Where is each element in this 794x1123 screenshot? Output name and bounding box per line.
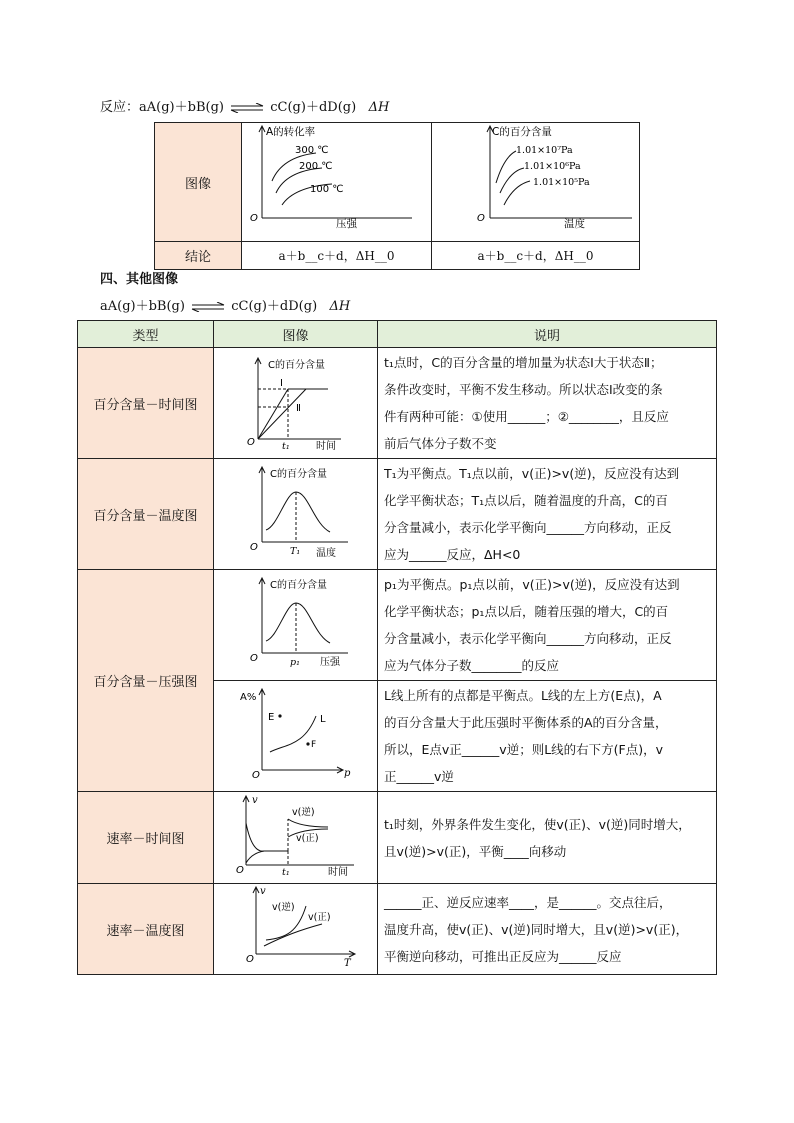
v-reverse-label: v(逆): [291, 806, 315, 818]
graph-cell: [214, 681, 378, 792]
conclusion-right: a＋b__c＋d，ΔH__0: [432, 242, 640, 270]
point-E-label: E: [267, 712, 274, 723]
v-forward-label: v(正): [307, 912, 331, 923]
curve-label-100: 100 ℃: [310, 184, 344, 195]
table-row: [78, 459, 717, 570]
v-reverse-label: v(逆): [271, 902, 295, 913]
desc-line: 分含量减小，表示化学平衡向______方向移动，正反: [384, 520, 672, 535]
tick-p1: p₁: [289, 657, 300, 668]
percent-pressure-graph: [216, 573, 376, 673]
reaction2-rhs: cC(g)＋dD(g): [231, 299, 318, 314]
desc-line: 的百分含量大于此压强时平衡体系的A的百分含量，: [384, 715, 668, 730]
desc-cell: [378, 459, 717, 570]
point-F-label: F: [310, 740, 316, 750]
desc-line: p₁为平衡点。p₁点以前，v(正)>v(逆)，反应没有达到: [384, 577, 680, 592]
origin-label: O: [235, 864, 244, 876]
graph-cell: [214, 459, 378, 570]
origin-label: O: [249, 653, 258, 664]
line-L-label: L: [319, 714, 326, 725]
reaction-rhs: cC(g)＋dD(g): [270, 100, 357, 115]
desc-line: 平衡逆向移动，可推出正反应为______反应: [384, 948, 622, 964]
graph-cell: [214, 570, 378, 681]
conclusion-left: a＋b__c＋d，ΔH__0: [242, 242, 432, 270]
desc-line: T₁为平衡点。T₁点以前，v(正)>v(逆)，反应没有达到: [384, 466, 680, 481]
desc-line: L线上所有的点都是平衡点。L线的左上方(E点)，A: [384, 688, 662, 703]
desc-cell: [378, 681, 717, 792]
desc-cell: [378, 570, 717, 681]
desc-line: t₁时刻，外界条件发生变化，使v(正)、v(逆)同时增大，: [384, 816, 691, 832]
section-4-title: 四、其他图像: [100, 272, 179, 287]
desc-cell: [378, 884, 717, 975]
type-cell: 百分含量－温度图: [78, 459, 214, 570]
equilibrium-graph-table: [154, 122, 640, 270]
xlabel: 温度: [315, 548, 336, 559]
desc-line: 化学平衡状态；p₁点以后，随着压强的增大，C的百: [384, 604, 669, 619]
desc-line: 正______v逆: [384, 769, 454, 784]
desc-line: 温度升高，使v(正)、v(逆)同时增大，且v(逆)>v(正)，: [384, 921, 689, 937]
reaction2-dh: ΔH: [329, 299, 351, 314]
header-desc: 说明: [378, 321, 717, 348]
ylabel: C的百分含量: [269, 580, 327, 591]
equilibrium-arrow-icon: [191, 302, 225, 312]
v-forward-label: v(正): [295, 832, 319, 844]
xlabel: 时间: [315, 441, 336, 451]
table-row: [78, 570, 717, 681]
desc-line: 分含量减小，表示化学平衡向______方向移动，正反: [384, 631, 672, 646]
desc-line: 化学平衡状态；T₁点以后，随着温度的升高，C的百: [384, 493, 668, 508]
header-type: 类型: [78, 321, 214, 348]
desc-line: t₁点时，C的百分含量的增加量为状态Ⅰ大于状态Ⅱ；: [384, 355, 663, 370]
reaction-equation-2: [100, 295, 350, 314]
A-percent-pressure-graph: [216, 684, 376, 784]
state-I-label: Ⅰ: [279, 378, 283, 389]
ylabel: C的百分含量: [492, 126, 552, 138]
table-row: [78, 792, 717, 884]
graph-cell: [214, 348, 378, 459]
curve-label-300: 300 ℃: [295, 145, 329, 156]
type-cell: 速率－温度图: [78, 884, 214, 975]
ylabel: A的转化率: [266, 126, 316, 138]
origin-label: O: [251, 770, 260, 781]
reaction-label: 反应：: [100, 100, 140, 115]
header-image: 图像: [214, 321, 378, 348]
other-graphs-table: [77, 320, 717, 975]
origin-label: O: [477, 213, 485, 224]
conversion-vs-pressure-graph: [242, 123, 431, 237]
conclusion-row-label: 结论: [155, 242, 242, 270]
table-row: [78, 348, 717, 459]
tick-t1: t₁: [281, 866, 290, 878]
xlabel: T: [343, 958, 351, 969]
ylabel: v: [251, 794, 258, 806]
type-cell: 速率－时间图: [78, 792, 214, 884]
origin-label: O: [250, 213, 258, 224]
ylabel: A%: [239, 692, 256, 703]
desc-line: 件有两种可能：①使用______；②________，且反应: [384, 409, 669, 424]
xlabel: 温度: [564, 218, 585, 230]
desc-line: 前后气体分子数不变: [384, 436, 497, 451]
xlabel: 压强: [336, 218, 357, 230]
desc-line: 条件改变时，平衡不发生移动。所以状态Ⅰ改变的条: [384, 382, 663, 397]
type-cell: 百分含量－时间图: [78, 348, 214, 459]
curve-label-200: 200 ℃: [299, 161, 333, 172]
image-row-label: 图像: [155, 123, 242, 242]
desc-cell: [378, 348, 717, 459]
curve-label-1e6: 1.01×10⁶Pa: [524, 161, 581, 172]
desc-line: 应为气体分子数________的反应: [384, 658, 560, 673]
percent-temperature-graph-cell: [432, 123, 640, 242]
origin-label: O: [249, 542, 258, 553]
desc-line: 所以，E点v正______v逆；则L线的右下方(F点)，v: [384, 742, 663, 757]
tick-t1: t₁: [281, 441, 290, 451]
graph-cell: [214, 884, 378, 975]
origin-label: O: [246, 437, 255, 448]
desc-line: 且v(逆)>v(正)，平衡____向移动: [384, 843, 567, 859]
percent-temperature-graph: [216, 462, 376, 562]
table-row: [78, 884, 717, 975]
xlabel: 时间: [327, 866, 348, 878]
percent-time-graph: [216, 351, 376, 451]
rate-temperature-graph: [216, 884, 376, 970]
curve-label-1e7: 1.01×10⁷Pa: [516, 145, 573, 156]
reaction-dh: ΔH: [368, 100, 390, 115]
reaction-equation-1: [100, 96, 389, 115]
origin-label: O: [245, 954, 254, 965]
percent-vs-temperature-graph: [432, 123, 639, 237]
desc-line: 应为______反应，ΔH<0: [384, 547, 521, 562]
ylabel: C的百分含量: [267, 360, 325, 371]
ylabel: C的百分含量: [269, 469, 327, 480]
type-cell: 百分含量－压强图: [78, 570, 214, 792]
tick-T1: T₁: [289, 546, 300, 557]
conversion-pressure-graph-cell: [242, 123, 432, 242]
graph-cell: [214, 792, 378, 884]
ylabel: v: [259, 886, 266, 897]
xlabel: p: [343, 768, 350, 779]
state-II-label: Ⅱ: [295, 403, 301, 414]
curve-label-1e5: 1.01×10⁵Pa: [533, 177, 590, 188]
reaction2-lhs: aA(g)＋bB(g): [100, 299, 185, 314]
equilibrium-arrow-icon: [230, 103, 264, 113]
desc-cell: [378, 792, 717, 884]
desc-line: ______正、逆反应速率____，是______。交点往后，: [384, 894, 672, 910]
rate-time-graph: [216, 793, 376, 879]
xlabel: 压强: [319, 657, 340, 668]
reaction-lhs: aA(g)＋bB(g): [139, 100, 224, 115]
